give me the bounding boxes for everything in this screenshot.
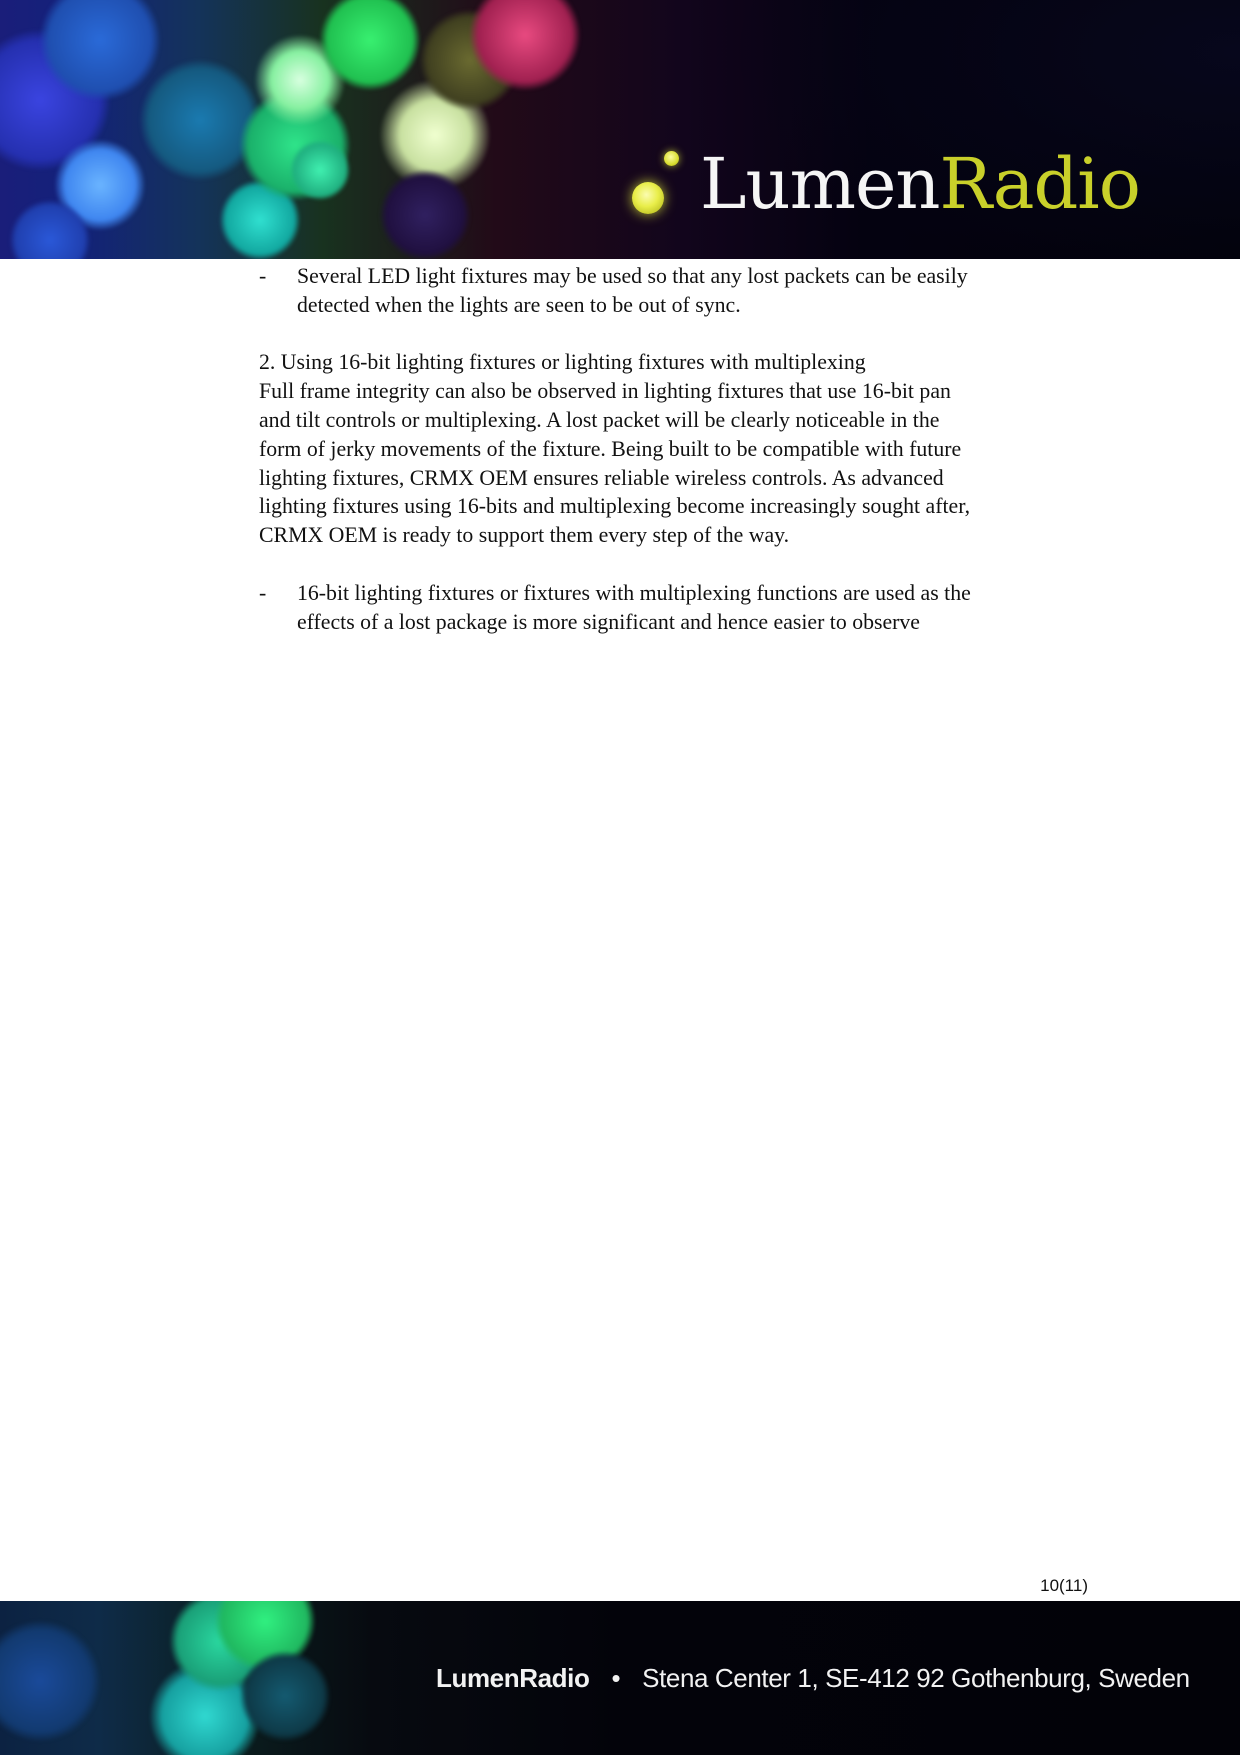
document-body: [259, 262, 1079, 636]
page-number: 10(11): [1040, 1576, 1088, 1595]
bullet-line: 16-bit lighting fixtures or fixtures with multiplexing functions are used as the: [297, 580, 971, 605]
bokeh-light: [290, 140, 350, 200]
footer-brand: LumenRadio: [436, 1663, 590, 1693]
footer-address: Stena Center 1, SE-412 92 Gothenburg, Sweden: [642, 1663, 1190, 1693]
spacer: [259, 550, 1079, 579]
logo-word-radio: Radio: [939, 143, 1140, 225]
bullet-dash: -: [259, 264, 267, 288]
bullet-line: effects of a lost package is more significant and hence easier to observe: [297, 609, 920, 634]
footer-separator: •: [611, 1663, 621, 1693]
spacer: [259, 320, 1079, 349]
bokeh-light: [0, 1621, 100, 1741]
bullet-item: [259, 579, 1079, 637]
bullet-item: [259, 262, 1079, 320]
paragraph-line: lighting fixtures using 16-bits and multiplexing become increasingly sought after,: [259, 494, 971, 519]
paragraph-line: form of jerky movements of the fixture. Being built to be compatible with future: [259, 436, 962, 461]
paragraph-line: Full frame integrity can also be observed in lighting fixtures that use 16-bit pan: [259, 379, 951, 404]
footer-contact: [436, 1663, 1190, 1694]
footer-banner: [0, 1601, 1240, 1755]
paragraph-line: and tilt controls or multiplexing. A lost packet will be clearly noticeable in the: [259, 407, 940, 432]
logo-dot-small-icon: [664, 151, 679, 166]
header-banner: [0, 0, 1240, 259]
bullet-line: detected when the lights are seen to be out of sync.: [297, 292, 741, 317]
logo-word-lumen: Lumen: [700, 143, 940, 225]
bullet-line: Several LED light fixtures may be used so that any lost packets can be easily: [297, 264, 968, 288]
logo-dot-icon: [632, 182, 664, 214]
bokeh-light: [240, 1651, 330, 1741]
paragraph-line: lighting fixtures, CRMX OEM ensures reliable wireless controls. As advanced: [259, 465, 944, 490]
bokeh-light: [380, 170, 470, 259]
logo: [700, 144, 1140, 224]
paragraph-line: CRMX OEM is ready to support them every step of the way.: [259, 523, 790, 548]
bokeh-light: [320, 0, 420, 90]
section-heading: 2. Using 16-bit lighting fixtures or lighting fixtures with multiplexing: [259, 350, 866, 375]
bullet-dash: -: [259, 580, 267, 605]
